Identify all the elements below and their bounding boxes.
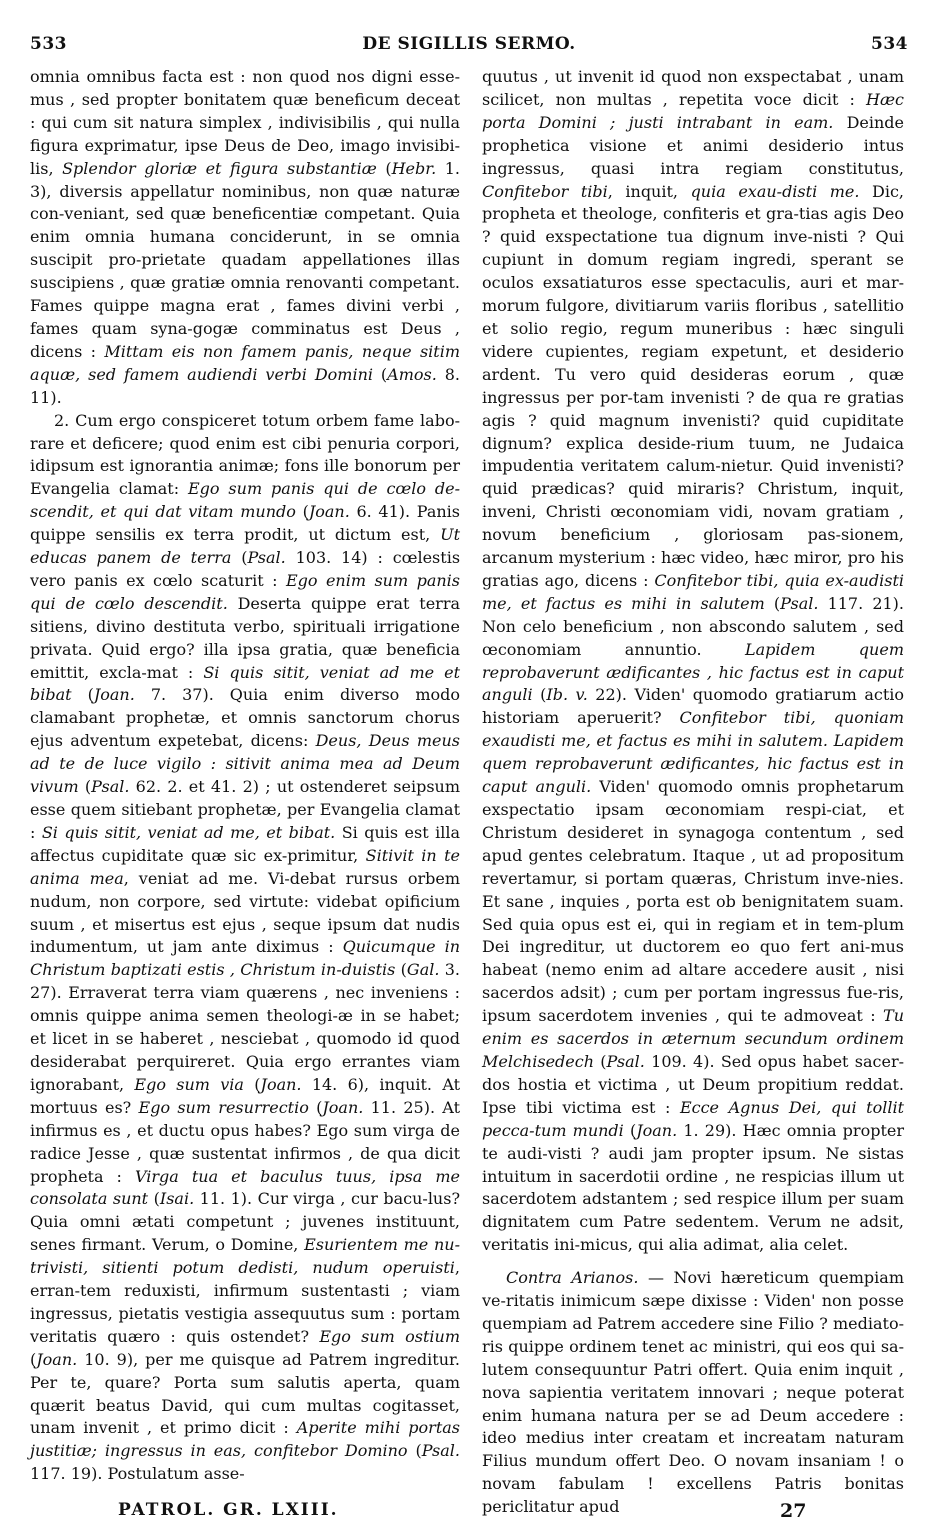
text-run: Si quis est illa affectus cupiditate quæ sic ex-primitur, — [30, 822, 460, 865]
italic-run: Amos. — [387, 364, 437, 384]
text-run: ( — [71, 685, 94, 705]
text-run: quutus , ut invenit id quod non exspectabat , unam scilicet, non multas , repetita voce dicit : — [482, 67, 904, 109]
italic-run: Quicumque in Christum baptizati estis , Christum in-duistis — [30, 937, 460, 980]
italic-run: Sitivit in te anima mea — [30, 845, 461, 888]
italic-run: Esurientem me nu-trivisti, sitienti potum dedisti, nudum operuisti — [30, 1235, 461, 1278]
footer-signature: PATROL. GR. LXIII. — [118, 1500, 339, 1520]
text-run: ( — [148, 1189, 160, 1209]
page-number-right: 534 — [871, 34, 908, 54]
paragraph — [30, 410, 460, 1487]
text-run: ( — [395, 960, 407, 980]
italic-run: Psal. — [606, 1051, 645, 1071]
right-column — [482, 66, 904, 1519]
text-run: 1. 3), diversis appellatur nominibus, non quæ naturæ con-veniant, sed quæ beneficentiæ competant. Quia enim omnia humana conciderunt, in se omnia suscipit pro-prietate quadam appellationes illas suscipiens , quæ gratiæ omnia renovanti competant. Fames quippe magna erat , fames divini verbi , fames quam syna-gogæ comminatus est Deus , dicens : — [30, 158, 461, 361]
italic-run: Tu enim es sacerdos in æternum secundum ordinem Melchisedech — [482, 1006, 904, 1071]
text-run: ( — [308, 1097, 323, 1117]
italic-run: Confitebor tibi, quoniam exaudisti me, et factus es mihi in salutem. Lapidem quem reprobaverunt ædificantes, hic factus est in caput anguli. — [482, 708, 904, 797]
italic-run: Ego sum ostium — [319, 1326, 461, 1346]
italic-run: Ut educas panem de terra — [30, 525, 460, 568]
text-run: 2. Cum ergo conspiceret totum orbem fame labo-rare et deficere; quod enim est cibi penuria corpori, idipsum est ignorantia animæ; fons ille bonorum per Evangelia clamat: — [30, 410, 460, 499]
text-run: , inquit, — [607, 181, 691, 201]
italic-run: Contra Arianos. — [506, 1268, 639, 1288]
italic-run: Ib. v. — [546, 685, 588, 705]
text-run: ( — [532, 685, 547, 705]
text-run: ( — [231, 548, 248, 568]
text-run: Deinde prophetica visione et animi desiderio intus ingressus, quasi intra regiam constitutus, — [482, 112, 904, 178]
italic-run: Ecce Agnus Dei, qui tollit pecca-tum mundi — [482, 1097, 904, 1140]
page-number-left: 533 — [30, 34, 67, 54]
text-run: ( — [764, 593, 781, 613]
text-run: 14. 6), inquit. At mortuus es? — [30, 1074, 461, 1117]
left-column — [30, 66, 460, 1486]
text-run: 62. 2. et 41. 2) ; ut ostenderet seipsum esse quem sitiebant prophetæ, per Evangelia clamat : — [30, 777, 461, 842]
italic-run: Joan. — [308, 502, 350, 522]
italic-run: Gal. — [406, 960, 440, 980]
running-header — [30, 34, 908, 58]
italic-run: Psal. — [780, 593, 819, 613]
text-run: ( — [594, 1051, 607, 1071]
text-run: Dic, propheta et theologe, confiteris et gra-tias agis Deo ? quid exspectatione tua dignum inve-nisti ? Qui cupiunt in domum regiam ingredi, sperant se oculos exsatiaturos esse spectaculis, auri et mar-morum fulgore, divitiarum variis floribus , satellitio et solio regio, regum muneribus : hæc singuli videre cupientes, regiam expetunt, et desiderio ardent. Tu vero quid desideras eorum , quæ ingressus per por-tam invenisti ? de qua re gratias agis ? quid magnum invenisti? quid cupiditate dignum? explica deside-rium tuum, ne Judaica impudentia veritatem calum-nietur. Quid invenisti? quid prædicas? quid miraris? Christum, inquit, inveni, Christi œconomiam vidi, novam gratiam , novum beneficium , gloriosam pas-sionem, arcanum mysterium : hæc video, hæc miror, pro his gratias ago, dicens : — [482, 181, 905, 590]
text-run: ( — [376, 158, 392, 178]
text-run: omnia omnibus facta est : non quod nos digni esse-mus , sed propter bonitatem quæ beneficum deceat : qui cum sit natura simplex , indivisibilis , qui nulla figura exprimatur, ipse Deus de Deo, imago invisibi-lis, — [30, 67, 460, 178]
italic-run: Hebr. — [391, 158, 437, 178]
italic-run: Ego sum panis qui de cœlo de-scendit, et qui dat vitam mundo — [30, 479, 460, 522]
text-run: , veniat ad me. Vi-debat rursus orbem nudum, non corpore, sed virtute: videbat opificium suum , et misertus est ejus , seque ipsum dat nudis indumentum, ut jam ante diximus : — [30, 868, 461, 957]
text-run: ( — [243, 1074, 261, 1094]
text-run: 11. 1). Cur virga , cur bacu-lus? Quia omni ætati competunt ; juvenes instituunt, senes firmant. Verum, o Domine, — [30, 1189, 461, 1255]
italic-run: Psal. — [91, 777, 130, 797]
text-run: ( — [78, 777, 92, 797]
text-run: 6. 41). Panis quippe sensilis ex terra prodit, ut dictum est, — [30, 502, 460, 545]
text-run: ( — [623, 1120, 637, 1140]
italic-run: Psal. — [247, 548, 286, 568]
text-run: 11. 25). At infirmus es , et ductu opus habes? Ego sum virga de radice Jesse , quæ sustentat infirmos , de qua dicit propheta : — [30, 1097, 460, 1186]
text-run: 10. 9), per me quisque ad Patrem ingreditur. Per te, quare? Porta sum salutis aperta, quam quærit beatus David, qui cum multas cogitasset, unam invenit , et primo dicit : — [30, 1349, 460, 1438]
text-run: ( — [295, 502, 309, 522]
italic-run: Lapidem quem reprobaverunt ædificantes , hic factus est in caput anguli — [482, 639, 904, 705]
italic-run: Hæc porta Domini ; justi intrabant in eam. — [482, 89, 904, 132]
text-run: 1. 29). Hæc omnia propter te audi-visti ? audi jam propter ipsum. Ne sistas intuitum in sacerdotii ordine , ne respicias illum ut sacerdotem adstantem ; sed respice illum per suam dignitatem cum Patre sedentem. Verum ne adsit, veritatis ini-micus, qui alia adimat, alia celet. — [482, 1120, 904, 1255]
text-run: 103. 14) : cœlestis vero panis ex cœlo scaturit : — [30, 548, 461, 590]
text-run: 7. 37). Quia enim diverso modo clamabant prophetæ, et omnis sanctorum chorus ejus adventum expetebat, dicens: — [30, 685, 460, 751]
italic-run: Confitebor tibi — [482, 181, 608, 201]
text-run: — Novi hæreticum quempiam ve-ritatis inimicum sæpe dixisse : Viden' non posse quempiam ad Patrem accedere sine Filio ? mediato-ris quippe ordinem tenet ac ministri, qui eos qui sa-lutem consequuntur Patri offert. Quia enim inquit , nova sapientia veritatem innovari ; neque poterat enim humana natura per se ad Deum accedere : ideo medius inter creatam et increatam naturam Filius mundum offert Deo. O novam insaniam ! o novam fabulam ! excellens Patris bonitas periclitatur apud — [482, 1268, 904, 1517]
italic-run: Joan. — [36, 1349, 78, 1369]
italic-run: Aperite mihi portas justitiæ; ingressus in eas, confitebor Domino — [30, 1418, 460, 1461]
text-run: Deserta quippe erat terra sitiens, divino destituta verbo, spirituali irrigatione privata. Quid ergo? illa ipsa gratia, quæ beneficia emittit, excla-mat : — [30, 593, 460, 682]
text-run: 8. 11). — [30, 364, 460, 407]
italic-run: Splendor gloriæ et figura substantiæ — [62, 158, 377, 178]
italic-run: Deus, Deus meus ad te de luce vigilo : sitivit anima mea ad Deum vivum — [30, 731, 460, 797]
italic-run: Isai. — [159, 1189, 195, 1209]
text-run: ( — [30, 1349, 37, 1369]
italic-run: quia exau-disti me. — [690, 181, 860, 201]
text-run: 22). Viden' quomodo gratiarum actio historiam aperuerit? — [482, 685, 905, 728]
text-run: 117. 19). Postulatum asse- — [30, 1464, 245, 1484]
text-run: ( — [407, 1441, 422, 1461]
paragraph — [482, 1267, 904, 1519]
paragraph — [30, 66, 460, 410]
text-run: Viden' quomodo omnis prophetarum exspectatio ipsam œconomiam respi-ciat, et Christum desideret in synagoga contentum , sed apud gentes celebratum. Itaque , ut ad propositum revertamur, si portam quæras, Christum inve-nies. Et sane , inquies , porta est ob benignitatem suam. Sed quia opus est ei, qui in regiam et in tem-plum Dei ingreditur, ut ductorem eo quo fert ani-mus habeat (nemo enim ad altare accedere ausit , nisi sacerdos adsit) ; cum per portam ingressus fue-ris, ipsum sacerdotem invenies , qui te admoveat : — [482, 777, 904, 1026]
paragraph — [482, 66, 904, 1257]
italic-run: Joan. — [636, 1120, 678, 1140]
text-run: ( — [373, 364, 388, 384]
italic-run: Joan. — [260, 1074, 302, 1094]
text-run: 117. 21). Non celo beneficium , non abscondo salutem , sed œconomiam annuntio. — [482, 593, 905, 659]
text-run: 109. 4). Sed opus habet sacer-dos hostia et victima , ut Deum propitium reddat. Ipse tibi victima est : — [482, 1051, 904, 1117]
italic-run: Ego sum via — [134, 1074, 244, 1094]
italic-run: Joan. — [322, 1097, 364, 1117]
text-run: , erran-tem reduxisti, infirmum sustentasti ; viam ingressus, pietatis vestigia assequutus sum : portam veritatis quæro : quis ostendet? — [30, 1258, 460, 1346]
italic-run: Mittam eis non famem panis, neque sitim aquæ, sed famem audiendi verbi Domini — [30, 341, 460, 384]
text-run: 3. 27). Erraverat terra viam quærens , nec inveniens : omnis quippe anima semen theologi-æ in se habet; et licet in se haberet , nesciebat , quomodo id quod desiderabat perquireret. Quia ergo errantes viam ignorabant, — [30, 960, 460, 1094]
italic-run: Confitebor tibi, quia ex-audisti me, et factus es mihi in salutem — [482, 570, 905, 613]
italic-run: Si quis sitit, veniat ad me, et bibat. — [41, 822, 336, 842]
italic-run: Si quis sitit, veniat ad me et bibat — [30, 662, 460, 705]
italic-run: Psal. — [421, 1441, 461, 1461]
italic-run: Virga tua et baculus tuus, ipsa me consolata sunt — [30, 1166, 460, 1209]
running-title: DE SIGILLIS SERMO. — [362, 34, 576, 54]
italic-run: Ego enim sum panis qui de cœlo descendit. — [30, 570, 460, 613]
italic-run: Joan. — [93, 685, 135, 705]
sheet-number: 27 — [780, 1500, 807, 1522]
italic-run: Ego sum resurrectio — [138, 1097, 309, 1117]
